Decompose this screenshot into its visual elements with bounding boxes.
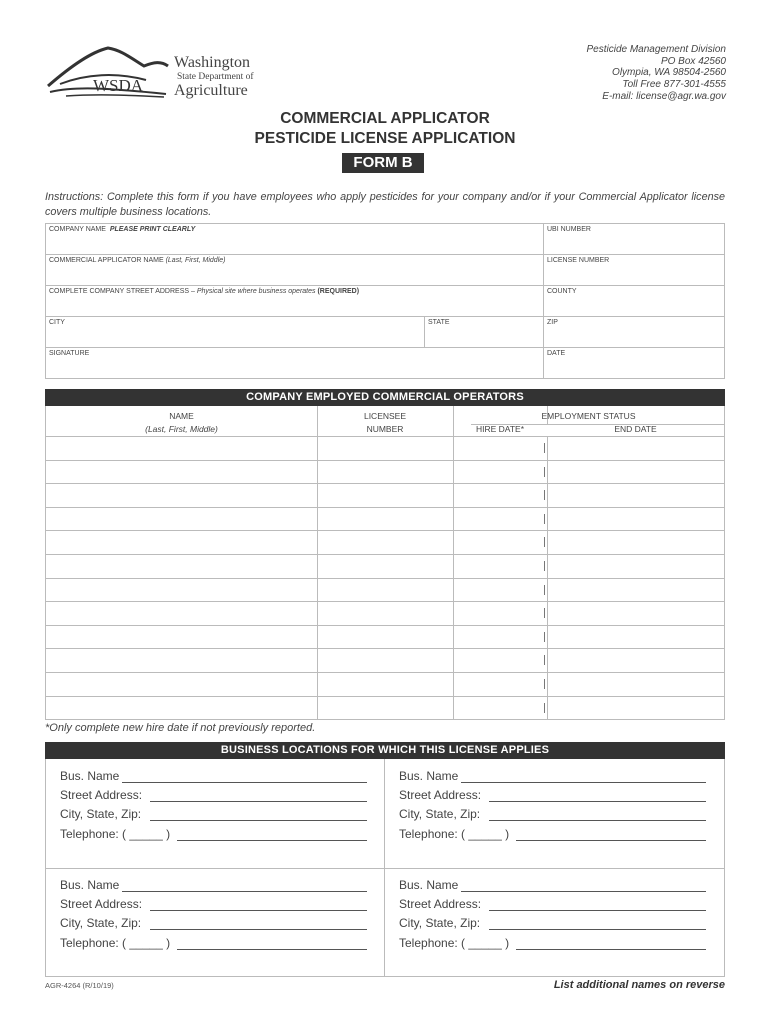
reverse-note: List additional names on reverse <box>553 979 725 991</box>
form-title-line1: COMMERCIAL APPLICATOR <box>280 110 490 127</box>
telephone-label: Telephone: ( _____ ) <box>399 826 510 841</box>
svg-text:Washington: Washington <box>174 54 251 71</box>
hire-date-tick <box>544 655 545 665</box>
city-state-zip-input[interactable] <box>150 929 367 930</box>
operator-row[interactable] <box>46 436 724 459</box>
operator-row[interactable] <box>46 648 724 671</box>
operators-section-header: COMPANY EMPLOYED COMMERCIAL OPERATORS <box>45 389 725 406</box>
address-note: Physical site where business operates <box>196 288 316 295</box>
form-title-line2: PESTICIDE LICENSE APPLICATION <box>254 130 516 147</box>
bus-name-label: Bus. Name <box>60 769 120 783</box>
operator-row[interactable] <box>46 507 724 530</box>
business-location-block[interactable] <box>60 769 390 846</box>
info-row <box>46 348 724 379</box>
hire-date-tick <box>544 443 545 453</box>
ubi-number-label: UBI NUMBER <box>547 226 591 233</box>
license-number-field[interactable] <box>543 255 724 285</box>
number-column-header: NUMBER <box>366 424 404 434</box>
street-address-input[interactable] <box>150 801 367 802</box>
telephone-input[interactable] <box>177 949 367 950</box>
hire-date-tick <box>544 585 545 595</box>
city-state-zip-input[interactable] <box>489 929 706 930</box>
business-location-block[interactable] <box>399 878 729 955</box>
operator-row[interactable] <box>46 530 724 553</box>
employment-status-header: EMPLOYMENT STATUS <box>541 411 636 421</box>
telephone-input[interactable] <box>516 840 706 841</box>
hire-date-header: HIRE DATE* <box>475 424 525 434</box>
city-state-zip-input[interactable] <box>489 820 706 821</box>
operator-row[interactable] <box>46 625 724 648</box>
applicator-name-label: COMMERCIAL APPLICATOR NAME <box>49 257 164 264</box>
division-line: PO Box 42560 <box>660 55 726 67</box>
operator-row[interactable] <box>46 672 724 695</box>
print-clearly-note: PLEASE PRINT CLEARLY <box>109 226 196 233</box>
end-date-header: END DATE <box>614 424 657 434</box>
street-address-field[interactable] <box>46 286 543 316</box>
ubi-number-field[interactable] <box>543 224 724 254</box>
name-column-subheader: (Last, First, Middle) <box>145 424 218 434</box>
hire-date-tick <box>544 514 545 524</box>
state-label: STATE <box>428 319 450 326</box>
hire-date-tick <box>544 467 545 477</box>
business-locations-grid <box>45 759 725 977</box>
license-number-label: LICENSE NUMBER <box>547 257 610 264</box>
city-state-zip-label: City, State, Zip: <box>399 916 481 931</box>
city-label: CITY <box>49 319 65 326</box>
telephone-label: Telephone: ( _____ ) <box>60 826 171 841</box>
operator-row[interactable] <box>46 483 724 506</box>
svg-text:WSDA: WSDA <box>92 76 144 95</box>
business-locations-header: BUSINESS LOCATIONS FOR WHICH THIS LICENSE APPLIES <box>45 742 725 759</box>
hire-date-tick <box>544 490 545 500</box>
operators-table <box>45 406 725 720</box>
hire-date-tick <box>544 537 545 547</box>
bus-name-label: Bus. Name <box>399 878 459 892</box>
zip-label: ZIP <box>547 319 558 326</box>
city-state-zip-input[interactable] <box>150 820 367 821</box>
bus-name-input[interactable] <box>461 891 706 892</box>
zip-field[interactable] <box>543 317 724 347</box>
required-note: (REQUIRED) <box>317 288 360 295</box>
applicant-info-grid <box>45 223 725 379</box>
city-state-zip-label: City, State, Zip: <box>60 807 142 822</box>
hire-date-tick <box>544 703 545 713</box>
info-row <box>46 317 724 348</box>
operator-row[interactable] <box>46 460 724 483</box>
signature-field[interactable] <box>46 348 543 379</box>
county-label: COUNTY <box>547 288 577 295</box>
hire-date-tick <box>544 561 545 571</box>
telephone-input[interactable] <box>177 840 367 841</box>
hire-date-tick <box>544 679 545 689</box>
operator-row[interactable] <box>46 578 724 601</box>
bus-name-input[interactable] <box>122 782 367 783</box>
hire-date-tick <box>544 632 545 642</box>
wsda-logo <box>46 44 261 104</box>
mountain-logo-icon <box>46 44 261 104</box>
telephone-label: Telephone: ( _____ ) <box>60 935 171 950</box>
city-state-zip-label: City, State, Zip: <box>60 916 142 931</box>
svg-text:State Department of: State Department of <box>177 72 254 82</box>
city-field[interactable] <box>46 317 424 347</box>
operator-row[interactable] <box>46 696 724 719</box>
bus-name-label: Bus. Name <box>60 878 120 892</box>
info-row <box>46 286 724 317</box>
hire-date-footnote: *Only complete new hire date if not previously reported. <box>45 722 316 734</box>
division-email: E-mail: license@agr.wa.gov <box>602 90 726 102</box>
name-order-note: (Last, First, Middle) <box>165 257 226 264</box>
bus-name-label: Bus. Name <box>399 769 459 783</box>
company-name-label: COMPANY NAME <box>49 226 106 233</box>
bus-name-input[interactable] <box>461 782 706 783</box>
licensee-column-header: LICENSEE <box>363 411 407 421</box>
operator-row[interactable] <box>46 554 724 577</box>
form-b-label: FORM B <box>342 153 424 173</box>
street-address-label: Street Address: <box>60 788 143 803</box>
info-row <box>46 255 724 286</box>
bus-name-input[interactable] <box>122 891 367 892</box>
street-address-input[interactable] <box>489 801 706 802</box>
county-field[interactable] <box>543 286 724 316</box>
svg-text:Agriculture: Agriculture <box>174 82 248 99</box>
date-label: DATE <box>547 350 566 357</box>
division-line: Toll Free 877-301-4555 <box>622 79 726 91</box>
signature-label: SIGNATURE <box>49 350 90 357</box>
hire-date-tick <box>544 608 545 618</box>
applicator-name-field[interactable] <box>46 255 543 285</box>
street-address-label: Street Address: <box>399 897 482 912</box>
division-line: Pesticide Management Division <box>586 44 726 55</box>
name-column-header: NAME <box>169 411 194 421</box>
division-line: Olympia, WA 98504-2560 <box>612 67 726 79</box>
telephone-label: Telephone: ( _____ ) <box>399 935 510 950</box>
date-field[interactable] <box>543 348 724 379</box>
street-address-label: Street Address: <box>399 788 482 803</box>
street-address-label: COMPLETE COMPANY STREET ADDRESS – <box>49 288 195 295</box>
street-address-input[interactable] <box>489 910 706 911</box>
city-state-zip-label: City, State, Zip: <box>399 807 481 822</box>
company-name-field[interactable] <box>46 224 543 254</box>
street-address-label: Street Address: <box>60 897 143 912</box>
info-row <box>46 224 724 255</box>
operator-row[interactable] <box>46 601 724 624</box>
row-divider <box>46 868 724 869</box>
state-field[interactable] <box>424 317 543 347</box>
street-address-input[interactable] <box>150 910 367 911</box>
telephone-input[interactable] <box>516 949 706 950</box>
instructions-text: Instructions: Complete this form if you have employees who apply pesticides for your company and/or if your Commercial Applicator license covers multiple business locations. <box>45 191 725 218</box>
business-location-block[interactable] <box>60 878 390 955</box>
form-number: AGR-4264 (R/10/19) <box>45 981 114 990</box>
business-location-block[interactable] <box>399 769 729 846</box>
division-address <box>480 44 726 103</box>
